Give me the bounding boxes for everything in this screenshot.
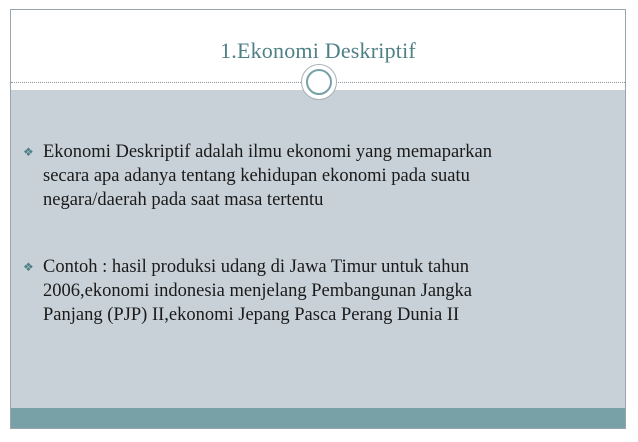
circle-ornament-icon bbox=[301, 64, 337, 100]
bullet-item bbox=[21, 255, 611, 327]
bullet-text-line: Ekonomi Deskriptif adalah ilmu ekonomi yang memaparkan bbox=[43, 142, 493, 162]
bullet-text-line: Contoh : hasil produksi udang di Jawa Timur untuk tahun bbox=[43, 257, 470, 277]
footer-band bbox=[11, 408, 625, 428]
bullet-text-line: Panjang (PJP) II,ekonomi Jepang Pasca Perang Dunia II bbox=[43, 305, 460, 325]
slide-title: 1.Ekonomi Deskriptif bbox=[220, 38, 416, 63]
bullet-text-line: negara/daerah pada saat masa tertentu bbox=[43, 190, 324, 210]
diamond-bullet-icon: ❖ bbox=[23, 145, 34, 159]
diamond-bullet-icon: ❖ bbox=[23, 260, 34, 274]
bullet-item bbox=[21, 140, 611, 212]
bullet-list bbox=[21, 140, 611, 327]
circle-ornament-inner-ring bbox=[306, 69, 332, 95]
bullet-text-line: 2006,ekonomi indonesia menjelang Pembangunan Jangka bbox=[43, 281, 473, 301]
bullet-text-line: secara apa adanya tentang kehidupan ekonomi pada suatu bbox=[43, 166, 470, 186]
